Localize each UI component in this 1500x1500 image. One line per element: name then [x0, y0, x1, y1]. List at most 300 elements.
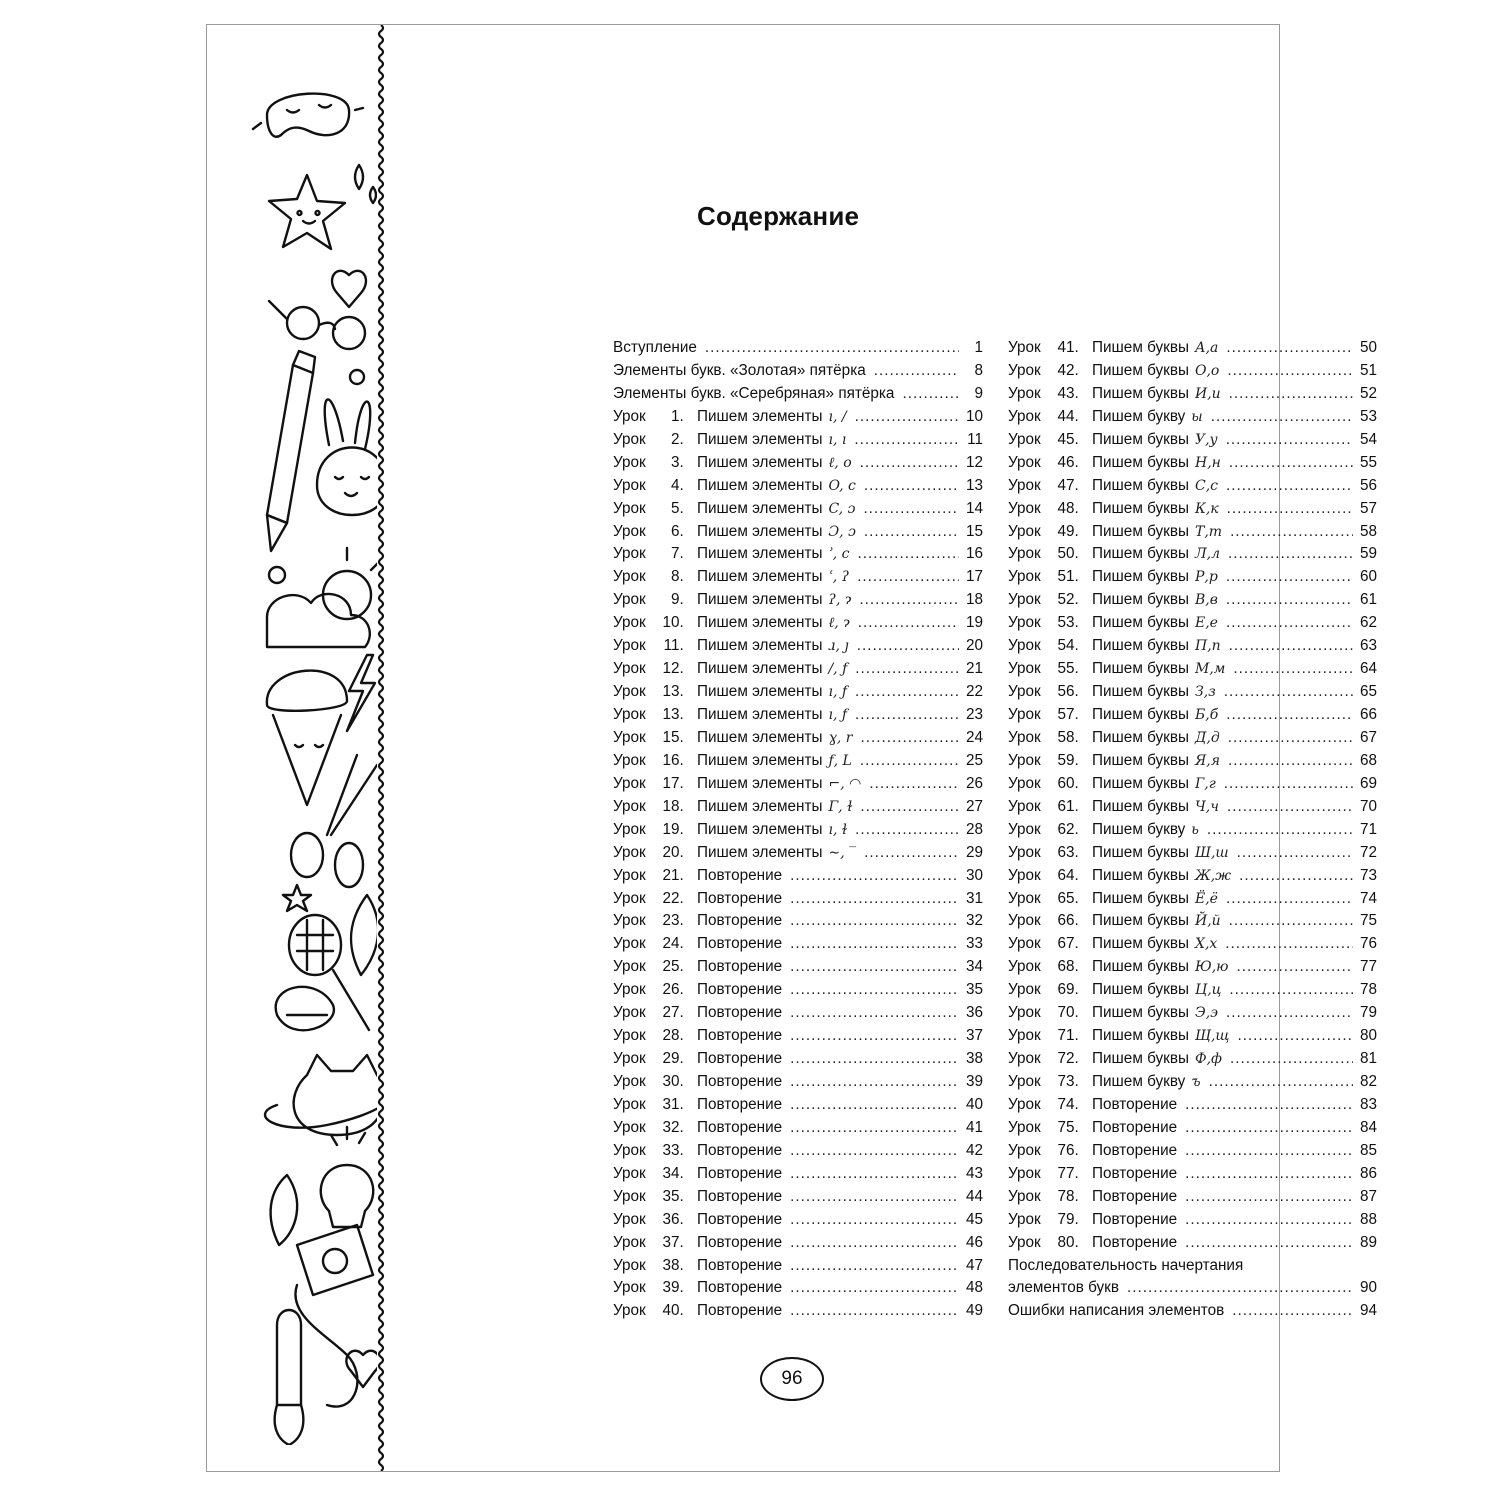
toc-entry-title: Повторение: [697, 1187, 783, 1205]
toc-page-number: 31: [965, 889, 983, 907]
lesson-number: 13.: [662, 683, 684, 701]
lightning-icon: [347, 655, 375, 731]
handwriting-sample: ∼, ‾: [828, 844, 857, 861]
toc-entry: [613, 773, 983, 796]
lesson-label: [1008, 498, 1086, 521]
toc-page-number: 94: [1359, 1302, 1377, 1320]
lesson-number: 6.: [670, 522, 684, 540]
lesson-number: 22.: [662, 889, 684, 907]
dot-leader: [790, 1140, 959, 1163]
handwriting-sample: Ц,ц: [1194, 982, 1222, 999]
handwriting-sample: C, ɔ: [828, 500, 856, 517]
toc-entry: [1008, 1025, 1377, 1048]
toc-entry: [613, 979, 983, 1002]
dot-leader: [1226, 475, 1353, 498]
toc-entry: [1008, 612, 1377, 635]
toc-entry: [613, 589, 983, 612]
dot-leader: [1228, 543, 1353, 566]
shell-icon: [276, 987, 334, 1030]
lesson-word: Урок: [1008, 476, 1041, 494]
toc-page-number: 11: [967, 430, 983, 448]
toc-page-number: 66: [1359, 706, 1377, 723]
dot-leader: [1185, 1163, 1353, 1186]
toc-page-number: 77: [1359, 958, 1377, 976]
toc-page-number: 82: [1359, 1073, 1377, 1090]
handwriting-sample: ʔ, ɂ: [828, 592, 852, 609]
dot-leader: [1127, 1277, 1353, 1300]
toc-entry-title: Повторение: [697, 1256, 783, 1274]
toc-entry: [613, 1277, 983, 1300]
dot-leader: [863, 498, 959, 521]
lesson-number: 74.: [1057, 1095, 1079, 1113]
toc-page-number: 64: [1359, 660, 1377, 678]
lesson-label: [613, 543, 691, 566]
lesson-word: Урок: [1008, 1027, 1041, 1045]
dot-leader: [1237, 842, 1353, 865]
toc-entry-title: Повторение: [1092, 1118, 1178, 1136]
dot-leader: [1224, 773, 1353, 796]
dot-leader: [790, 1209, 959, 1232]
toc-page-number: 39: [965, 1073, 983, 1090]
lesson-number: 78.: [1057, 1187, 1079, 1205]
toc-page-number: 8: [974, 361, 983, 379]
lesson-label: [613, 1048, 691, 1071]
toc-entry: [1008, 337, 1377, 360]
lesson-word: Урок: [1008, 843, 1041, 861]
toc-page-number: 70: [1359, 797, 1377, 815]
lesson-number: 42.: [1057, 361, 1079, 379]
toc-page-number: 40: [965, 1095, 983, 1113]
lesson-label: [1008, 589, 1086, 612]
toc-entry-title: Пишем элементы: [697, 430, 823, 448]
leaf-icon-2: [271, 1175, 298, 1245]
dot-leader: [1185, 1117, 1353, 1140]
lesson-word: Урок: [1008, 706, 1041, 723]
lesson-label: [1008, 1002, 1086, 1025]
toc-page-number: 54: [1359, 430, 1377, 448]
dot-leader: [790, 1025, 959, 1048]
toc-entry-title: Повторение: [1092, 1141, 1178, 1159]
toc-page-number: 25: [965, 751, 983, 769]
dot-leader: [855, 819, 959, 842]
handwriting-sample: Б,б: [1194, 707, 1219, 723]
lesson-label: [613, 406, 691, 429]
lesson-number: 66.: [1057, 912, 1079, 930]
toc-entry: [613, 566, 983, 589]
toc-entry: [1008, 1094, 1377, 1117]
handwriting-sample: ɣ, r: [828, 729, 853, 746]
lesson-label: [1008, 681, 1086, 704]
toc-entry-title: Пишем букву: [1092, 1073, 1186, 1090]
toc-entry-title: Повторение: [697, 1279, 783, 1297]
lesson-word: Урок: [613, 1095, 646, 1113]
handwriting-sample: А,а: [1194, 340, 1219, 356]
toc-page-number: 65: [1359, 683, 1377, 701]
dot-leader: [1209, 1071, 1353, 1094]
toc-entry-title: Пишем буквы: [1092, 430, 1189, 448]
lesson-label: [613, 956, 691, 979]
toc-entry-title: Повторение: [697, 1004, 783, 1022]
toc-entry-title: Пишем буквы: [1092, 637, 1189, 655]
handwriting-sample: ı, ı: [828, 431, 847, 448]
lesson-word: Урок: [613, 912, 646, 930]
dot-leader: [1227, 796, 1353, 819]
toc-entry-title: Повторение: [1092, 1187, 1178, 1205]
toc-entry-title: Пишем буквы: [1092, 797, 1189, 815]
toc-page-number: 41: [965, 1118, 983, 1136]
lesson-label: [1008, 1186, 1086, 1209]
toc-page-number: 21: [965, 660, 983, 678]
dot-leader: [790, 933, 959, 956]
handwriting-sample: ⌐, ◠: [828, 775, 862, 792]
lesson-label: [613, 521, 691, 544]
lesson-number: 51.: [1057, 568, 1079, 586]
toc-page-number: 49: [965, 1302, 983, 1320]
lesson-word: Урок: [613, 751, 646, 769]
toc-entry: [1008, 1163, 1377, 1186]
toc-page-number: 27: [965, 797, 983, 815]
toc-page-number: 73: [1359, 866, 1377, 884]
toc-page-number: 28: [965, 820, 983, 838]
lesson-number: 29.: [662, 1050, 684, 1068]
lesson-label: [613, 1071, 691, 1094]
lesson-number: 48.: [1057, 499, 1079, 517]
dot-leader: [864, 842, 959, 865]
small-star-icon: [283, 885, 311, 911]
handwriting-sample: И,и: [1194, 385, 1221, 402]
lesson-label: [1008, 956, 1086, 979]
toc-page-number: 18: [965, 591, 983, 609]
toc-entry-title: Пишем буквы: [1092, 522, 1189, 540]
toc-page-number: 71: [1359, 820, 1377, 838]
toc-entry: [613, 910, 983, 933]
lesson-word: Урок: [613, 1279, 646, 1297]
dot-leader: [790, 1163, 959, 1186]
paintbrush-icon: [275, 1310, 304, 1445]
toc-entry-title: Пишем буквы: [1092, 1004, 1189, 1022]
dot-leader: [1228, 750, 1353, 773]
toc-entry: [1008, 888, 1377, 911]
lesson-word: Урок: [1008, 1073, 1041, 1090]
toc-entry-title: Пишем элементы: [697, 843, 823, 861]
lesson-label: [1008, 750, 1086, 773]
toc-entry-title: Пишем буквы: [1092, 545, 1189, 563]
lesson-word: Урок: [613, 774, 646, 792]
handwriting-sample: Н,н: [1194, 454, 1221, 471]
toc-entry-title: Пишем буквы: [1092, 361, 1189, 379]
lesson-word: Урок: [613, 1004, 646, 1022]
lesson-number: 61.: [1057, 797, 1079, 815]
lesson-label: [613, 750, 691, 773]
toc-page-number: 69: [1359, 774, 1377, 792]
toc-entry-title: Повторение: [1092, 1095, 1178, 1113]
toc-entry-title: Повторение: [697, 1164, 783, 1182]
toc-entry-title: Пишем элементы: [697, 683, 823, 701]
lesson-number: 57.: [1057, 706, 1079, 723]
toc-entry: [613, 681, 983, 704]
toc-entry-title: Пишем элементы: [697, 499, 823, 517]
lesson-label: [1008, 475, 1086, 498]
toc-entry: [613, 933, 983, 956]
lesson-word: Урок: [1008, 797, 1041, 815]
toc-page-number: 23: [965, 706, 983, 723]
toc-entry-title: Пишем элементы: [697, 797, 823, 815]
lesson-number: 68.: [1057, 958, 1079, 976]
toc-entry-title: Пишем элементы: [697, 407, 823, 425]
toc-entry-title: Пишем элементы: [697, 660, 823, 678]
toc-page-number: 76: [1359, 935, 1377, 953]
toc-entry-title: Пишем буквы: [1092, 499, 1189, 517]
lesson-label: [613, 658, 691, 681]
toc-entry: [1008, 406, 1377, 429]
toc-entry-title: Пишем буквы: [1092, 568, 1189, 586]
handwriting-sample: Й,й: [1194, 913, 1221, 930]
lesson-number: 46.: [1057, 453, 1079, 471]
handwriting-sample: Х,х: [1194, 936, 1218, 953]
toc-entry: [613, 1232, 983, 1255]
toc-entry-title: Пишем буквы: [1092, 1050, 1189, 1068]
toc-page-number: 33: [965, 935, 983, 953]
lesson-number: 49.: [1057, 522, 1079, 540]
lesson-word: Урок: [1008, 774, 1041, 792]
handwriting-sample: Щ,щ: [1194, 1028, 1230, 1045]
lesson-label: [1008, 1209, 1086, 1232]
dot-leader: [790, 1277, 959, 1300]
lesson-label: [613, 475, 691, 498]
lesson-number: 62.: [1057, 820, 1079, 838]
lesson-number: 18.: [662, 797, 684, 815]
lesson-label: [613, 612, 691, 635]
lesson-label: [1008, 888, 1086, 911]
dot-leader: [1185, 1140, 1353, 1163]
handwriting-sample: Т,т: [1194, 523, 1223, 540]
toc-page-number: 58: [1359, 522, 1377, 540]
toc-entry: [1008, 1002, 1377, 1025]
lesson-word: Урок: [613, 1118, 646, 1136]
lesson-label: [1008, 1025, 1086, 1048]
handwriting-sample: Γ, ɫ: [828, 798, 853, 815]
toc-entry: [613, 1255, 983, 1278]
toc-page-number: 75: [1359, 912, 1377, 930]
toc-left-column: [613, 337, 983, 1323]
lesson-label: [1008, 383, 1086, 406]
lesson-word: Урок: [613, 843, 646, 861]
lesson-number: 63.: [1057, 843, 1079, 861]
toc-entry-title: Пишем буквы: [1092, 706, 1189, 723]
lesson-word: Урок: [1008, 430, 1041, 448]
dot-leader: [864, 475, 959, 498]
toc-entry-title: Пишем буквы: [1092, 476, 1189, 494]
lesson-number: 67.: [1057, 935, 1079, 953]
dot-leader: [790, 888, 959, 911]
toc-entry-title: элементов букв: [1008, 1279, 1119, 1297]
handwriting-sample: Е,е: [1194, 615, 1218, 632]
dot-leader: [1229, 979, 1353, 1002]
toc-entry: [1008, 704, 1377, 727]
sleep-mask-icon: [253, 94, 363, 137]
toc-entry-title: Пишем буквы: [1092, 728, 1189, 746]
lesson-label: [1008, 452, 1086, 475]
toc-page-number: 38: [965, 1050, 983, 1068]
lesson-word: Урок: [1008, 384, 1041, 402]
star-face-icon: [269, 175, 345, 249]
lesson-label: [613, 773, 691, 796]
lesson-word: Урок: [613, 1302, 646, 1320]
toc-entry: [613, 475, 983, 498]
lesson-number: 24.: [662, 935, 684, 953]
toc-page-number: 72: [1359, 843, 1377, 861]
toc-entry: [1008, 1117, 1377, 1140]
dot-leader: [1229, 452, 1353, 475]
dot-leader: [860, 796, 959, 819]
lesson-label: [1008, 1232, 1086, 1255]
lesson-number: 71.: [1057, 1027, 1079, 1045]
toc-entry: [613, 704, 983, 727]
dot-leader: [790, 1094, 959, 1117]
toc-entry: [1008, 865, 1377, 888]
toc-entry-title: Пишем буквы: [1092, 683, 1189, 701]
toc-entry: [613, 1300, 983, 1323]
toc-entry: [1008, 589, 1377, 612]
toc-page-number: 16: [965, 545, 983, 563]
toc-entry-title: Пишем букву: [1092, 407, 1186, 425]
toc-entry-title: Повторение: [697, 912, 783, 930]
lesson-number: 10.: [662, 614, 684, 632]
lesson-label: [1008, 337, 1086, 360]
toc-entry-title: Пишем элементы: [697, 614, 823, 632]
handwriting-sample: ы: [1191, 408, 1203, 425]
handwriting-sample: Д,д: [1194, 729, 1220, 746]
dot-leader: [1233, 658, 1353, 681]
toc-entry-title: Пишем буквы: [1092, 912, 1189, 930]
toc-entry: [1008, 750, 1377, 773]
lesson-number: 23.: [662, 912, 684, 930]
toc-page-number: 14: [965, 499, 983, 517]
lesson-word: Урок: [1008, 1050, 1041, 1068]
lesson-word: Урок: [1008, 1164, 1041, 1182]
lesson-label: [613, 1300, 691, 1323]
dot-leader: [860, 750, 959, 773]
lesson-label: [613, 1094, 691, 1117]
lesson-label: [1008, 406, 1086, 429]
camera-icon: [295, 1225, 373, 1407]
lesson-label: [613, 1232, 691, 1255]
dot-leader: [1228, 727, 1353, 750]
handwriting-sample: O, c: [828, 477, 856, 494]
toc-page-number: 84: [1359, 1118, 1377, 1136]
lesson-number: 17.: [662, 774, 684, 792]
toc-entry: [613, 796, 983, 819]
dot-leader: [869, 773, 959, 796]
handwriting-sample: Ɔ, ɔ: [828, 523, 856, 540]
lesson-word: Урок: [613, 728, 646, 746]
toc-entry: [613, 956, 983, 979]
handwriting-sample: ı, /: [828, 408, 847, 425]
lesson-word: Урок: [613, 683, 646, 701]
bunny-icon: [317, 399, 377, 515]
toc-entry-title: Пишем буквы: [1092, 453, 1189, 471]
dot-leader: [790, 956, 959, 979]
dot-leader: [1229, 383, 1353, 406]
toc-entry-title: Повторение: [697, 1027, 783, 1045]
doodle-sidebar: [237, 65, 377, 1445]
toc-entry-title: Пишем буквы: [1092, 866, 1189, 884]
lesson-label: [613, 727, 691, 750]
toc-entry-title: Повторение: [697, 958, 783, 976]
toc-page-number: 83: [1359, 1095, 1377, 1113]
toc-page-number: 67: [1359, 728, 1377, 746]
lesson-word: Урок: [613, 499, 646, 517]
dot-leader: [1185, 1209, 1353, 1232]
lesson-label: [1008, 521, 1086, 544]
lesson-label: [613, 452, 691, 475]
dot-leader: [855, 704, 959, 727]
cloud-sun-icon: [267, 548, 377, 647]
lesson-label: [613, 1140, 691, 1163]
toc-page-number: 57: [1359, 499, 1377, 517]
toc-page-number: 22: [965, 683, 983, 701]
toc-page-number: 74: [1359, 889, 1377, 907]
lesson-number: 7.: [670, 545, 684, 563]
toc-page-number: 42: [965, 1141, 983, 1159]
toc-page-number: 36: [965, 1004, 983, 1022]
dot-leader: [1185, 1094, 1353, 1117]
lesson-label: [613, 888, 691, 911]
lesson-word: Урок: [613, 1141, 646, 1159]
lesson-number: 12.: [662, 660, 684, 678]
glasses-icon: [269, 301, 365, 349]
lesson-word: Урок: [1008, 751, 1041, 769]
lesson-number: 28.: [662, 1027, 684, 1045]
lesson-word: Урок: [613, 1164, 646, 1182]
toc-entry-title: Пишем буквы: [1092, 614, 1189, 632]
dot-leader: [1207, 819, 1353, 842]
lesson-word: Урок: [1008, 637, 1041, 655]
lesson-number: 35.: [662, 1187, 684, 1205]
toc-entry: [1008, 383, 1377, 406]
dot-leader: [1226, 888, 1353, 911]
lesson-word: Урок: [1008, 1187, 1041, 1205]
toc-entry-title: Пишем элементы: [697, 728, 823, 746]
toc-entry-title: Повторение: [697, 889, 783, 907]
lesson-label: [613, 933, 691, 956]
dot-leader: [790, 1232, 959, 1255]
lesson-word: Урок: [1008, 591, 1041, 609]
toc-entry: [1008, 727, 1377, 750]
dot-leader: [858, 612, 959, 635]
toc-entry-title: Пишем элементы: [697, 568, 823, 586]
toc-entry-title: Пишем элементы: [697, 820, 823, 838]
dot-leader: [860, 452, 959, 475]
handwriting-sample: З,з: [1194, 684, 1216, 701]
lesson-word: Урок: [1008, 1004, 1041, 1022]
page: [206, 24, 1377, 1472]
dot-leader: [855, 406, 959, 429]
dot-leader: [790, 910, 959, 933]
lesson-number: 37.: [662, 1233, 684, 1251]
lesson-word: Урок: [613, 660, 646, 678]
handwriting-sample: ı, ƒ: [828, 707, 848, 723]
page-title: Содержание: [697, 201, 860, 231]
light-bulb-icon: [321, 1127, 373, 1227]
dot-leader: [1232, 1300, 1353, 1323]
toc-page-number: 56: [1359, 476, 1377, 494]
lesson-number: 41.: [1057, 339, 1079, 356]
lesson-label: [613, 589, 691, 612]
toc-entry: [613, 543, 983, 566]
toc-page-number: 46: [965, 1233, 983, 1251]
dot-leader: [857, 566, 959, 589]
